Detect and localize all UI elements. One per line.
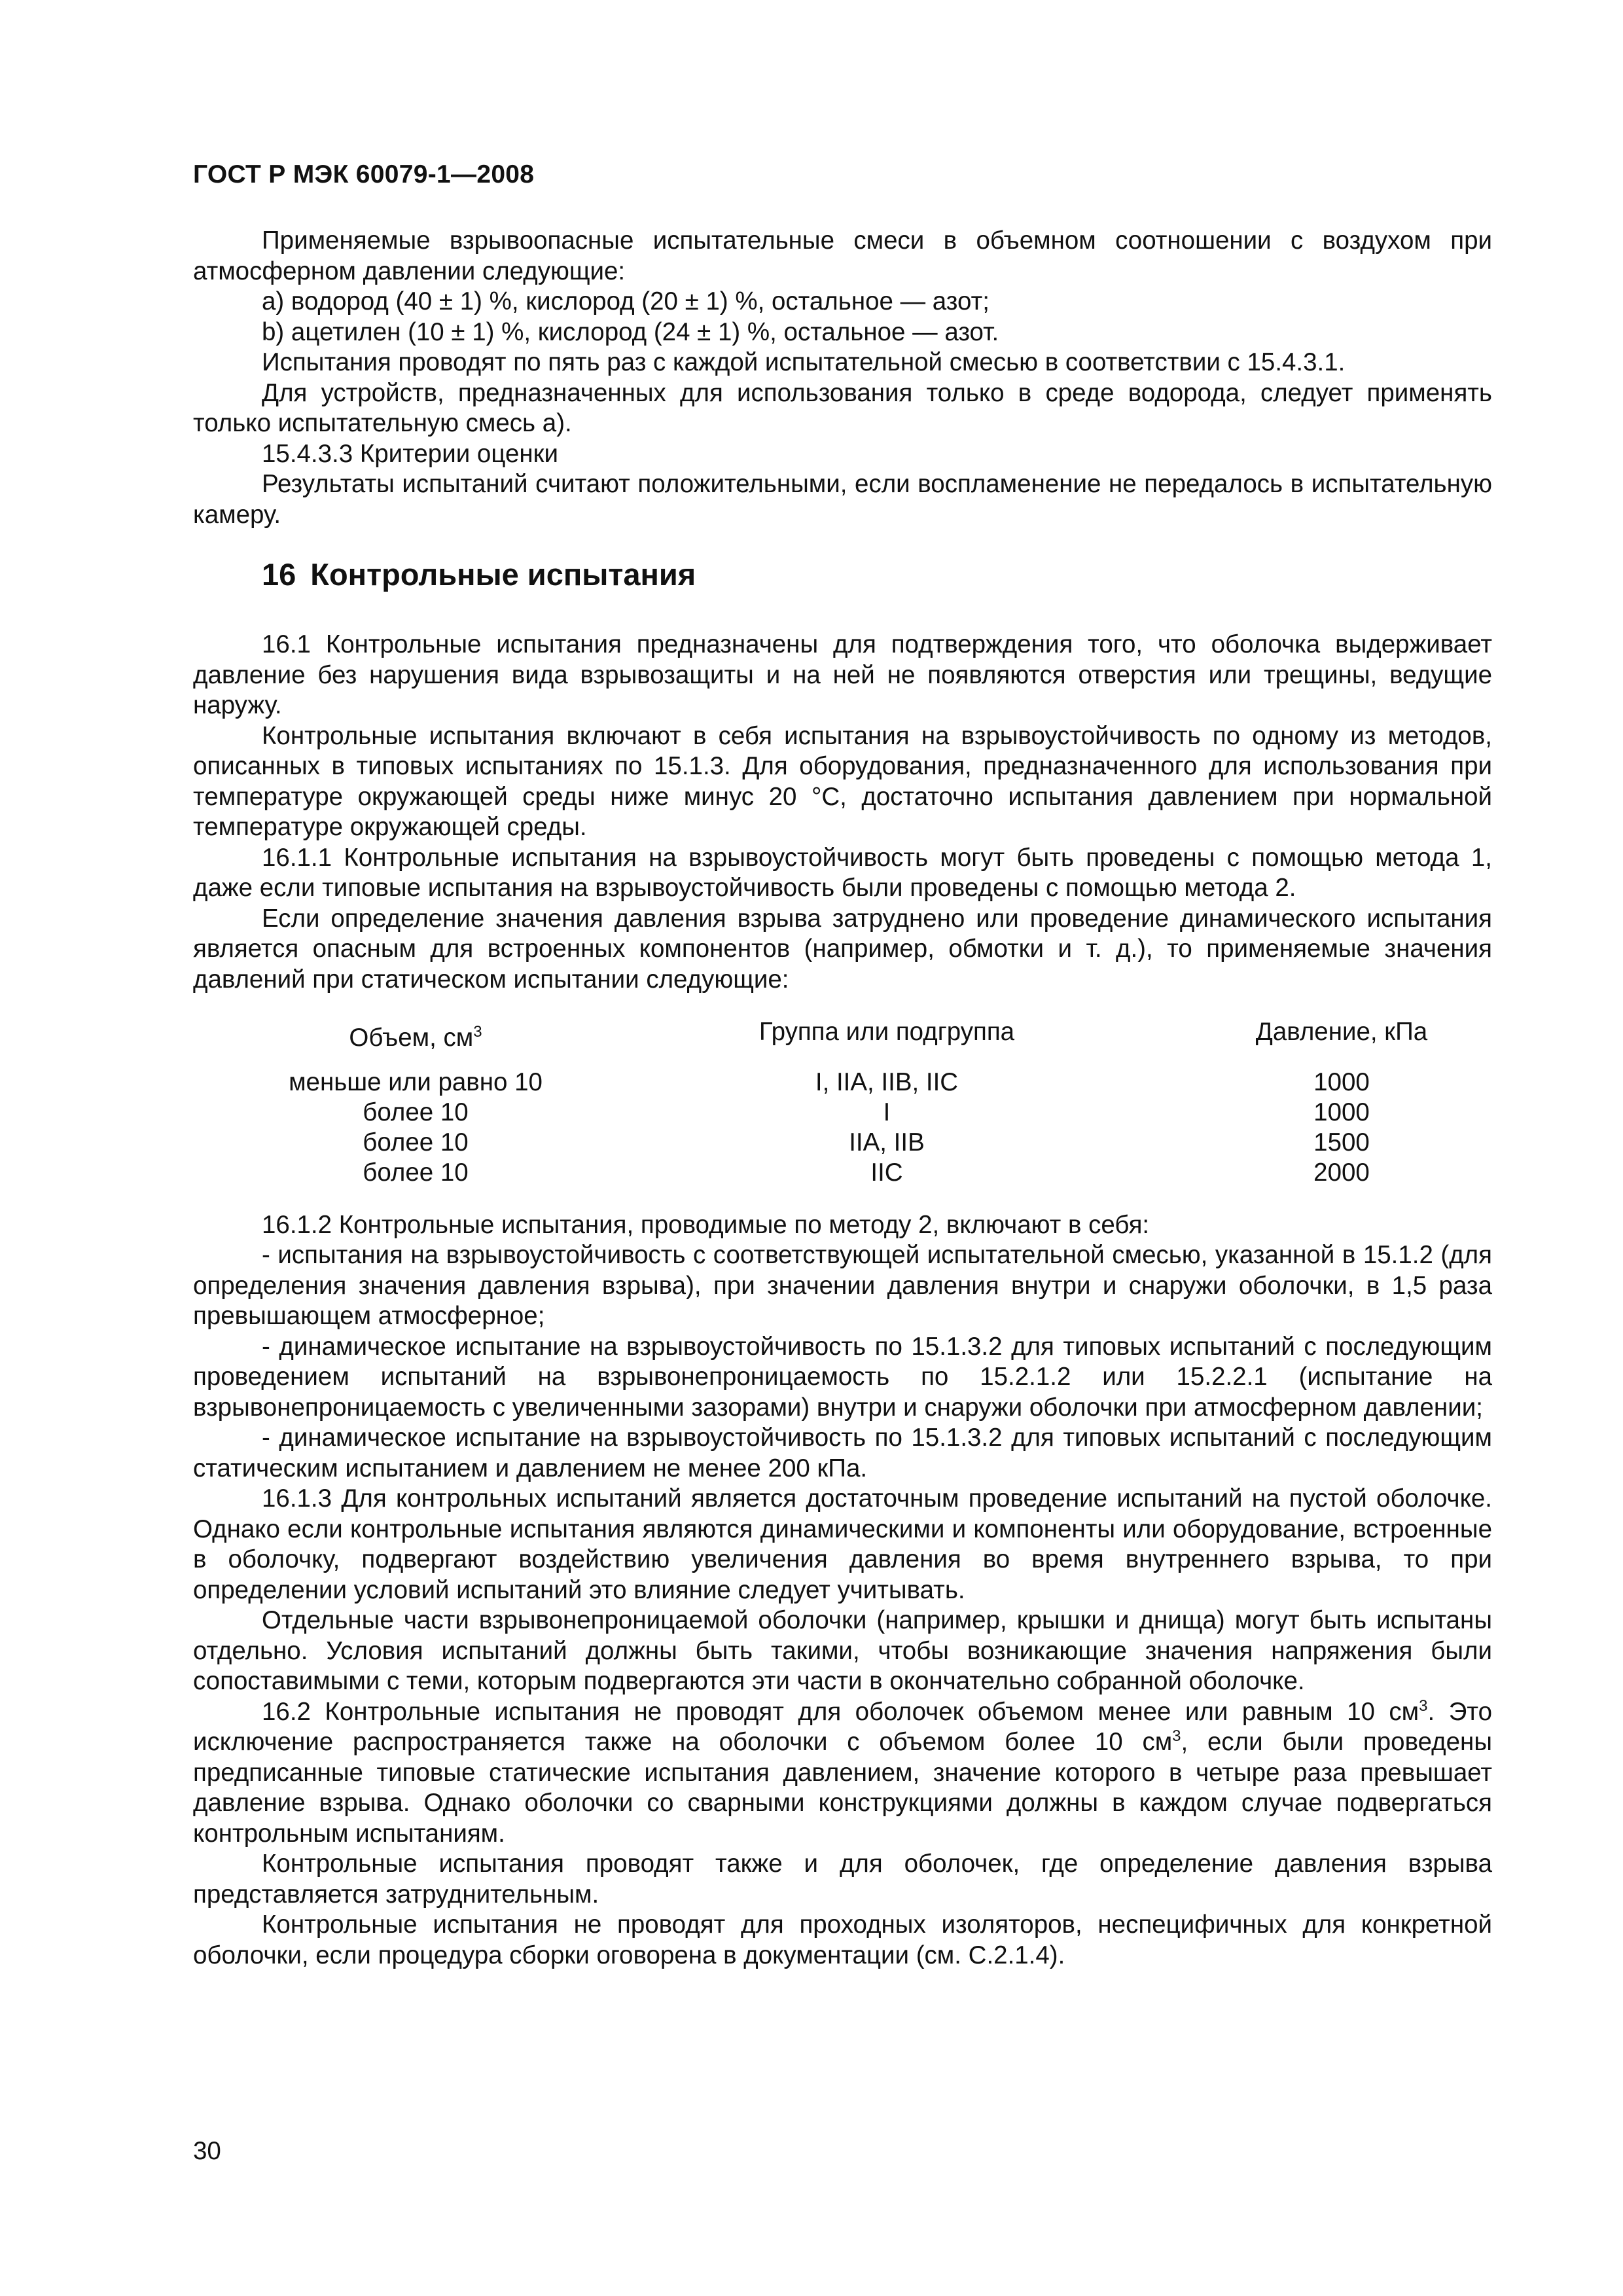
table-row: [232, 1158, 1508, 1188]
column-header-group: Группа или подгруппа: [758, 1018, 1015, 1046]
paragraph: - динамическое испытание на взрывоустойчивость по 15.1.3.2 для типовых испытаний с последующим проведением испытаний на взрывонепроницаемость по 15.2.1.2 или 15.2.2.1 (испытание на взрывонепроницаемость с увеличенными зазорами) внутри и снаружи оболочки при атмосферном давлении;: [193, 1332, 1492, 1422]
table-row: [232, 1098, 1508, 1128]
paragraph: - динамическое испытание на взрывоустойчивость по 15.1.3.2 для типовых испытаний с последующим статическим испытанием и давлением не менее 200 кПа.: [193, 1424, 1492, 1482]
cell-pressure: 1500: [1313, 1128, 1370, 1157]
paragraph: 16.1.3 Для контрольных испытаний является достаточным проведение испытаний на пустой оболочке. Однако если контрольные испытания являются динамическими и компоненты или оборудование, встроенные в оболочку, подвергают воздействию увеличения давления во время внутреннего взрыва, то при определении условий испытаний это влияние следует учитывать.: [193, 1484, 1492, 1604]
paragraph: b) ацетилен (10 ± 1) %, кислород (24 ± 1) %, остальное — азот.: [262, 317, 999, 346]
intro-paragraphs: [193, 226, 1492, 530]
cell-pressure: 1000: [1313, 1067, 1370, 1096]
column-header-pressure: Давление, кПа: [1255, 1018, 1428, 1046]
paragraph: 15.4.3.3 Критерии оценки: [262, 439, 558, 468]
paragraph: 16.1.2 Контрольные испытания, проводимые по методу 2, включают в себя:: [262, 1210, 1150, 1239]
cell-group: IIA, IIB: [849, 1128, 925, 1157]
section-heading: [193, 555, 1492, 594]
paragraph: Контрольные испытания включают в себя испытания на взрывоустойчивость по одному из методов, описанных в типовых испытаниях по 15.1.3. Для оборудования, предназначенного для использования при температуре окружающей среды ниже минус 20 °С, достаточно испытания давлением при нормальной температуре окружающей среды.: [193, 721, 1492, 841]
cell-pressure: 2000: [1313, 1158, 1370, 1187]
section-16-1-2-paragraphs: [193, 1210, 1492, 1697]
document-header: ГОСТ Р МЭК 60079-1—2008: [193, 160, 535, 188]
pressure-table: [232, 1017, 1508, 1188]
paragraph: Испытания проводят по пять раз с каждой испытательной смесью в соответствии с 15.4.3.1.: [262, 348, 1346, 376]
paragraph: 16.1.1 Контрольные испытания на взрывоустойчивость могут быть проведены с помощью метода 1, даже если типовые испытания на взрывоустойчивость были проведены с помощью метода 2.: [193, 843, 1492, 902]
pressure-table-header-row: [232, 1017, 1508, 1067]
document-body: [193, 226, 1492, 1971]
cell-group: I, IIA, IIB, IIC: [815, 1067, 959, 1096]
paragraph: Если определение значения давления взрыва затруднено или проведение динамического испытания является опасным для встроенных компонентов (например, обмотки и т. д.), то применяемые значения давлений при статическом испытании следующие:: [193, 904, 1492, 994]
paragraph: Для устройств, предназначенных для использования только в среде водорода, следует применять только испытательную смесь а).: [193, 378, 1492, 437]
pressure-table-body: [232, 1067, 1508, 1188]
cell-volume: меньше или равно 10: [289, 1067, 543, 1096]
column-header-volume: Объем, $см^3$: [349, 1023, 482, 1052]
table-row: [232, 1128, 1508, 1158]
paragraph: Применяемые взрывоопасные испытательные смеси в объемном соотношении с воздухом при атмосферном давлении следующие:: [193, 226, 1492, 285]
closing-paragraphs: [193, 1849, 1492, 1971]
cell-group: IIC: [870, 1158, 903, 1187]
paragraph: Контрольные испытания не проводят для проходных изоляторов, неспецифичных для конкретной оболочки, если процедура сборки оговорена в документации (см. С.2.1.4).: [193, 1910, 1492, 1969]
paragraph: a) водород (40 ± 1) %, кислород (20 ± 1) %, остальное — азот;: [262, 287, 990, 315]
cell-volume: более 10: [363, 1158, 469, 1187]
paragraph: Контрольные испытания проводят также и для оболочек, где определение давления взрыва представляется затруднительным.: [193, 1850, 1492, 1909]
section-title-text: Контрольные испытания: [310, 557, 696, 592]
cell-volume: более 10: [363, 1128, 469, 1157]
table-row: [232, 1067, 1508, 1098]
paragraph: 16.1 Контрольные испытания предназначены для подтверждения того, что оболочка выдерживает давление без нарушения вида взрывозащиты и на ней не появляются отверстия или трещины, ведущие наружу.: [193, 630, 1492, 719]
paragraph-16-2: 16.2 Контрольные испытания не проводят для оболочек объемом менее или равным 10 $см^3$. Это исключение распространяется также на оболочки с объемом более 10 $см^3$, если были проведены предписанные типовые статические испытания давлением, значение которого в четыре раза превышает давление взрыва. Однако оболочки со сварными конструкциями должны в каждом случае подвергаться контрольным испытаниям.: [193, 1697, 1492, 1848]
cell-pressure: 1000: [1313, 1098, 1370, 1126]
cell-volume: более 10: [363, 1098, 469, 1126]
paragraph: Отдельные части взрывонепроницаемой оболочки (например, крышки и днища) могут быть испытаны отдельно. Условия испытаний должны быть такими, чтобы возникающие значения напряжения были сопоставимыми с теми, которым подвергаются эти части в окончательно собранной оболочке.: [193, 1606, 1492, 1696]
page-number: 30: [193, 2137, 221, 2165]
paragraph: Результаты испытаний считают положительными, если воспламенение не передалось в испытательную камеру.: [193, 470, 1492, 529]
section-16-1-paragraphs: [193, 630, 1492, 995]
cell-group: I: [883, 1098, 891, 1126]
paragraph: - испытания на взрывоустойчивость с соответствующей испытательной смесью, указанной в 15.1.2 (для определения значения давления взрыва), при значении давления внутри и снаружи оболочки, в 1,5 раза превышающем атмосферное;: [193, 1241, 1492, 1331]
section-number: 16: [262, 557, 296, 592]
